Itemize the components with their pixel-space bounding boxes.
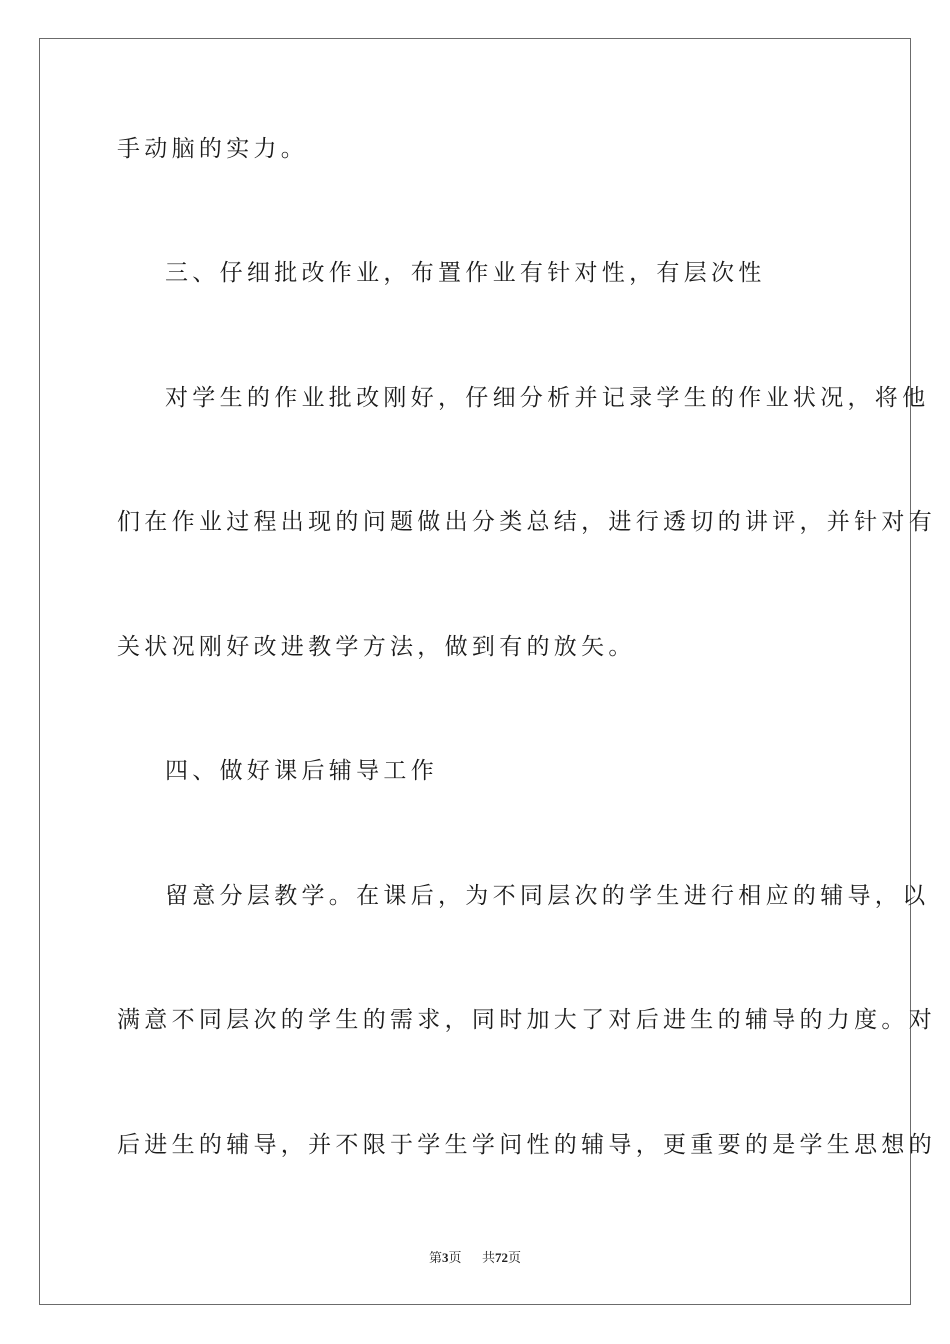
page-footer [0, 1247, 950, 1266]
page-suffix: 页 [448, 1250, 462, 1265]
body-text-line: 们在作业过程出现的问题做出分类总结，进行透切的讲评，并针对有 [117, 509, 936, 535]
body-text-line: 对学生的作业批改刚好，仔细分析并记录学生的作业状况，将他 [165, 385, 930, 411]
page-border [39, 38, 911, 1305]
body-text-line: 留意分层教学。在课后，为不同层次的学生进行相应的辅导，以 [165, 883, 930, 909]
body-text-line: 满意不同层次的学生的需求，同时加大了对后进生的辅导的力度。对 [117, 1007, 936, 1033]
section-heading-3: 三、仔细批改作业，布置作业有针对性，有层次性 [165, 260, 766, 286]
total-suffix: 页 [508, 1250, 522, 1265]
page-number: 3 [441, 1250, 449, 1265]
body-text-line: 手动脑的实力。 [117, 136, 309, 162]
total-pages: 72 [495, 1250, 509, 1265]
page-prefix: 第 [428, 1250, 442, 1265]
section-heading-4: 四、做好课后辅导工作 [165, 758, 438, 784]
body-text-line: 后进生的辅导，并不限于学生学问性的辅导，更重要的是学生思想的 [117, 1132, 936, 1158]
body-text-line: 关状况刚好改进教学方法，做到有的放矢。 [117, 634, 636, 660]
total-prefix: 共 [482, 1250, 496, 1265]
